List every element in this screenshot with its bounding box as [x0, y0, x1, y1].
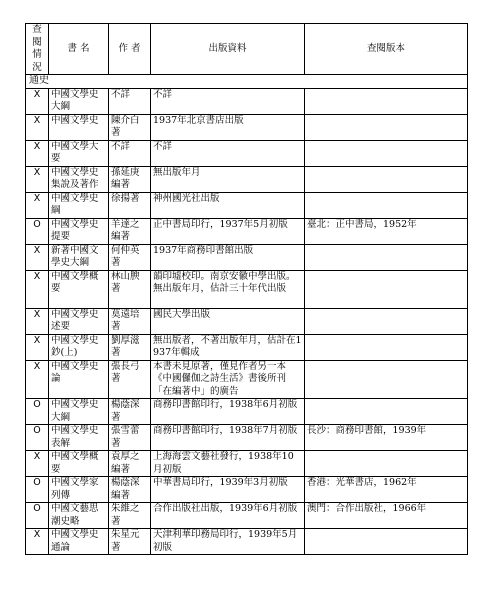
version-cell — [305, 88, 468, 114]
table-row — [26, 529, 468, 555]
version-cell — [305, 529, 468, 555]
status-cell: O — [26, 218, 49, 244]
author-cell: 朱維之著 — [109, 503, 151, 529]
author-cell: 不詳 — [109, 88, 151, 114]
status-cell: X — [26, 192, 49, 218]
publication-cell: 天津利華印務局印行，1939年5月初版 — [151, 529, 305, 555]
author-cell: 孫延庚編著 — [109, 166, 151, 192]
version-cell — [305, 451, 468, 477]
table-row — [26, 399, 468, 425]
table-row — [26, 477, 468, 503]
header-publication: 出版資料 — [151, 24, 305, 75]
version-cell — [305, 140, 468, 166]
title-cell: 中國文學史鈔(上) — [49, 334, 109, 360]
status-cell: X — [26, 114, 49, 140]
author-cell: 楊蔭深編著 — [109, 477, 151, 503]
author-cell: 楊蔭深著 — [109, 399, 151, 425]
title-cell: 中國文學史通論 — [49, 529, 109, 555]
version-cell — [305, 114, 468, 140]
version-cell — [305, 308, 468, 334]
table-row — [26, 334, 468, 360]
status-cell: X — [26, 244, 49, 270]
status-cell: X — [26, 166, 49, 192]
publication-cell: 正中書局印行，1937年5月初版 — [151, 218, 305, 244]
header-row — [26, 24, 468, 75]
title-cell: 中國文學家列傳 — [49, 477, 109, 503]
version-cell — [305, 192, 468, 218]
author-cell: 劉厚滋著 — [109, 334, 151, 360]
status-cell: X — [26, 308, 49, 334]
status-cell: O — [26, 399, 49, 425]
version-cell — [305, 270, 468, 308]
status-cell: O — [26, 425, 49, 451]
title-cell: 中國文學大要 — [49, 140, 109, 166]
table-row — [26, 166, 468, 192]
title-cell: 中國文學史大綱 — [49, 399, 109, 425]
author-cell: 林山腴著 — [109, 270, 151, 308]
table-row — [26, 140, 468, 166]
title-cell: 中國文學史大綱 — [49, 88, 109, 114]
author-cell: 張雪蕾著 — [109, 425, 151, 451]
title-cell: 中國文學史綱 — [49, 192, 109, 218]
table-row — [26, 360, 468, 399]
version-cell — [305, 399, 468, 425]
publication-cell: 無出版者，不著出版年月，估計在1937年輯成 — [151, 334, 305, 360]
author-cell: 陳介白著 — [109, 114, 151, 140]
version-cell: 長沙：商務印書館，1939年 — [305, 425, 468, 451]
header-author: 作 者 — [109, 24, 151, 75]
version-cell — [305, 244, 468, 270]
publication-cell: 不詳 — [151, 140, 305, 166]
title-cell: 中國文學概要 — [49, 451, 109, 477]
publication-cell: 上海海雲文藝社發行，1938年10月初版 — [151, 451, 305, 477]
status-cell: X — [26, 451, 49, 477]
author-cell: 不詳 — [109, 140, 151, 166]
author-cell: 莫遠培著 — [109, 308, 151, 334]
status-cell: X — [26, 270, 49, 308]
publication-cell: 不詳 — [151, 88, 305, 114]
title-cell: 中國文學史述要 — [49, 308, 109, 334]
title-cell: 中國文學史表解 — [49, 425, 109, 451]
title-cell: 中國文學概要 — [49, 270, 109, 308]
table-body — [26, 75, 468, 555]
title-cell: 中國文藝思潮史略 — [49, 503, 109, 529]
status-cell: X — [26, 529, 49, 555]
header-title: 書 名 — [49, 24, 109, 75]
table-row — [26, 114, 468, 140]
table-row — [26, 244, 468, 270]
version-cell: 臺北：正中書局，1952年 — [305, 218, 468, 244]
author-cell: 羊達之編著 — [109, 218, 151, 244]
status-cell: X — [26, 140, 49, 166]
version-cell — [305, 166, 468, 192]
section-row — [26, 75, 468, 89]
version-cell: 澳門：合作出版社，1966年 — [305, 503, 468, 529]
publication-cell: 商務印書館印行，1938年6月初版 — [151, 399, 305, 425]
status-cell: X — [26, 334, 49, 360]
status-cell: X — [26, 360, 49, 399]
publication-cell: 1937年北京書店出版 — [151, 114, 305, 140]
author-cell: 張長弓著 — [109, 360, 151, 399]
publication-cell: 本書未見原著，僅見作者另一本《中國儸伽之詩生活》書後所刊「在編著中」的廣告 — [151, 360, 305, 399]
table-row — [26, 192, 468, 218]
version-cell — [305, 334, 468, 360]
table-row — [26, 308, 468, 334]
publication-cell: 無出版年月 — [151, 166, 305, 192]
status-cell: O — [26, 477, 49, 503]
book-list-table — [25, 23, 468, 555]
publication-cell: 神州國光社出版 — [151, 192, 305, 218]
table-row — [26, 451, 468, 477]
author-cell: 朱星元著 — [109, 529, 151, 555]
publication-cell: 1937年商務印書館出版 — [151, 244, 305, 270]
title-cell: 中國文學史 — [49, 114, 109, 140]
table-row — [26, 503, 468, 529]
title-cell: 中國文學史提要 — [49, 218, 109, 244]
status-cell: X — [26, 88, 49, 114]
table-row — [26, 425, 468, 451]
publication-cell: 中華書局印行，1939年3月初版 — [151, 477, 305, 503]
version-cell: 香港：光華書店，1962年 — [305, 477, 468, 503]
publication-cell: 合作出版社出版，1939年6月初版 — [151, 503, 305, 529]
title-cell: 中國文學史集說及著作 — [49, 166, 109, 192]
table-row — [26, 218, 468, 244]
table-row — [26, 270, 468, 308]
table-row — [26, 88, 468, 114]
author-cell: 袁厚之編著 — [109, 451, 151, 477]
section-label: 通史 — [26, 75, 468, 89]
header-status: 查閱情況 — [26, 24, 49, 75]
title-cell: 新著中國文學史大綱 — [49, 244, 109, 270]
publication-cell: 國民大學出版 — [151, 308, 305, 334]
author-cell: 徐揚著 — [109, 192, 151, 218]
author-cell: 何仲英著 — [109, 244, 151, 270]
status-cell: O — [26, 503, 49, 529]
publication-cell: 商務印書館印行，1938年7月初版 — [151, 425, 305, 451]
publication-cell: 韻印墟校印。南京安徽中學出版。無出版年月，估計三十年代出版 — [151, 270, 305, 308]
version-cell — [305, 360, 468, 399]
title-cell: 中國文學史論 — [49, 360, 109, 399]
header-version: 查閱版本 — [305, 24, 468, 75]
